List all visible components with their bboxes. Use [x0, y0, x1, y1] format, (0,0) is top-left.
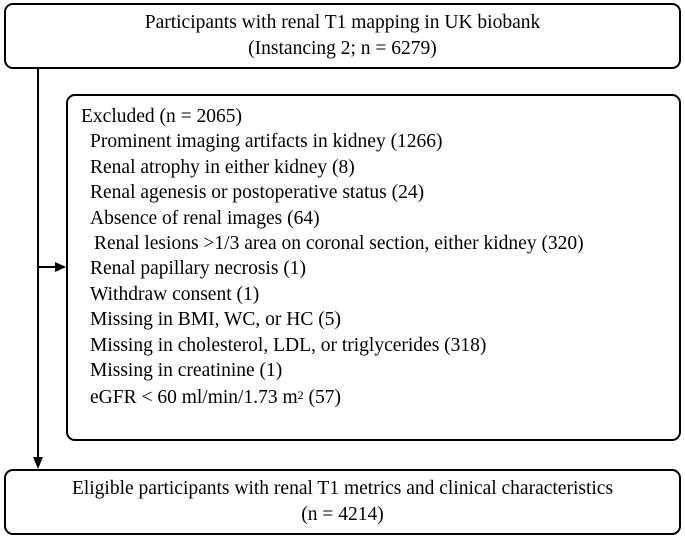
top-box-line2: (Instancing 2; n = 6279)	[248, 38, 437, 59]
box-eligible-participants	[4, 469, 681, 535]
excluded-item-necrosis: Renal papillary necrosis (1)	[90, 258, 307, 280]
excluded-item-bmi: Missing in BMI, WC, or HC (5)	[90, 309, 341, 331]
excluded-item-consent: Withdraw consent (1)	[90, 283, 260, 305]
egfr-superscript: 2	[297, 388, 304, 403]
excluded-item-agenesis: Renal agenesis or postoperative status (24)	[90, 182, 425, 204]
box-participants-mapping	[4, 3, 681, 69]
bottom-box-line1: Eligible participants with renal T1 metrics and clinical characteristics	[71, 478, 614, 499]
egfr-suffix: (57)	[303, 387, 342, 409]
exclusion-branch-arrowhead	[55, 262, 66, 272]
egfr-prefix: eGFR < 60 ml/min/1.73 m	[90, 387, 298, 409]
main-flow-arrowhead	[33, 457, 43, 469]
excluded-heading: Excluded (n = 2065)	[81, 106, 242, 127]
excluded-item-egfr	[90, 383, 679, 410]
excluded-item-absence: Absence of renal images (64)	[90, 207, 320, 229]
excluded-item-cholesterol: Missing in cholesterol, LDL, or triglycerides (318)	[90, 334, 487, 356]
bottom-box-line2: (n = 4214)	[301, 504, 384, 525]
box-excluded	[66, 94, 681, 441]
excluded-item-lesions: Renal lesions >1/3 area on coronal section, either kidney (320)	[94, 233, 584, 255]
excluded-item-atrophy: Renal atrophy in either kidney (8)	[90, 156, 355, 178]
excluded-item-artifacts: Prominent imaging artifacts in kidney (1266)	[90, 131, 443, 153]
excluded-item-creatinine: Missing in creatinine (1)	[90, 360, 283, 382]
top-box-line1: Participants with renal T1 mapping in UK biobank	[144, 12, 541, 33]
